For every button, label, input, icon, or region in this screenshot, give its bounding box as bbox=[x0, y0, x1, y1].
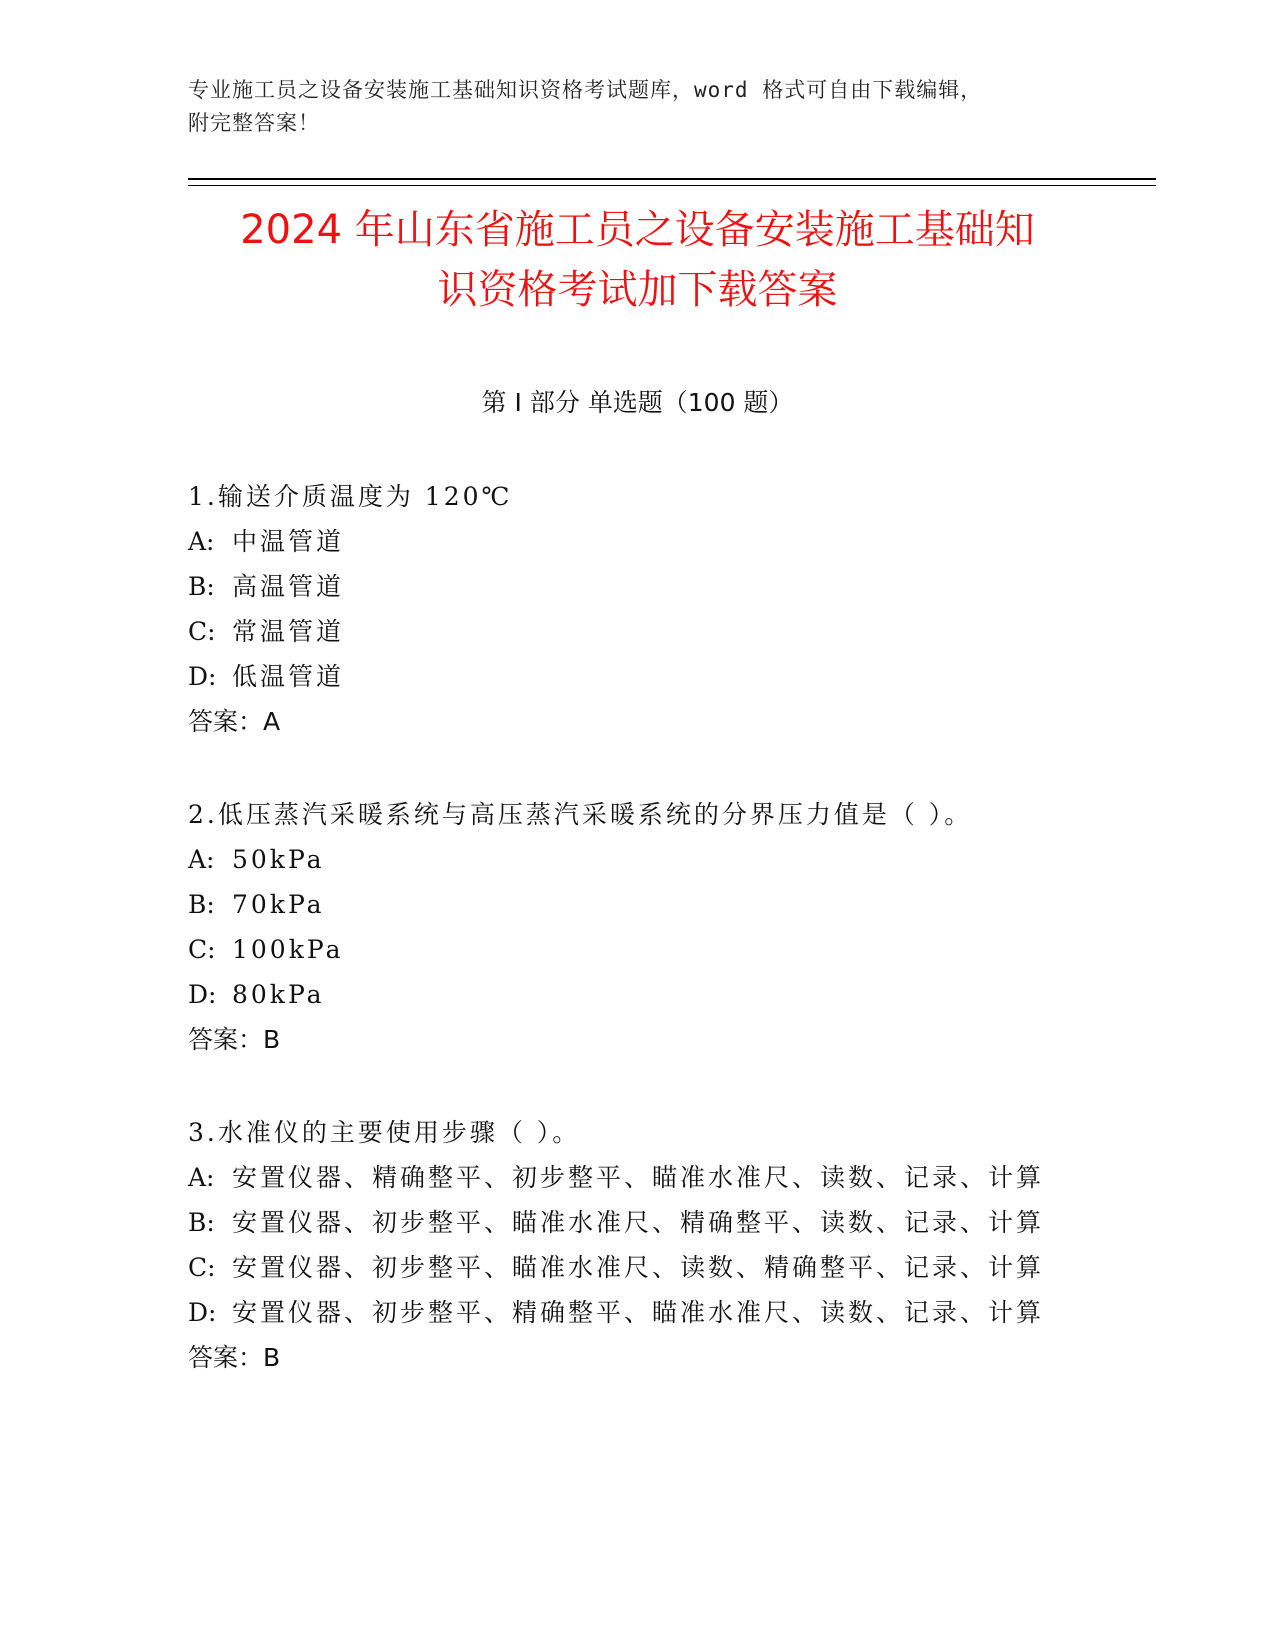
option-key: C: bbox=[188, 617, 216, 646]
answer: 答案：B bbox=[188, 1025, 281, 1054]
document-title-line-2: 识资格考试加下载答案 bbox=[437, 267, 838, 313]
option-c bbox=[188, 1245, 1088, 1290]
option-text: 低温管道 bbox=[232, 662, 345, 691]
option-text: 中温管道 bbox=[232, 527, 345, 556]
option-text: 80kPa bbox=[232, 980, 325, 1009]
header-divider-thick bbox=[188, 178, 1156, 180]
question-3 bbox=[188, 1110, 1088, 1380]
option-text: 高温管道 bbox=[232, 572, 345, 601]
option-text: 安置仪器、初步整平、瞄准水准尺、精确整平、读数、记录、计算 bbox=[232, 1208, 1045, 1237]
option-text: 70kPa bbox=[232, 890, 325, 919]
answer: 答案：A bbox=[188, 707, 281, 736]
document-title bbox=[140, 200, 1135, 320]
header-divider-thin bbox=[188, 185, 1156, 186]
question-stem: 2.低压蒸汽采暖系统与高压蒸汽采暖系统的分界压力值是（ ）。 bbox=[188, 800, 973, 829]
option-key: B: bbox=[188, 1208, 215, 1237]
option-key: B: bbox=[188, 890, 215, 919]
option-a bbox=[188, 519, 1088, 564]
option-b bbox=[188, 1200, 1088, 1245]
document-title-line-1: 2024 年山东省施工员之设备安装施工基础知 bbox=[240, 207, 1035, 253]
header-note-line-1: 专业施工员之设备安装施工基础知识资格考试题库，word 格式可自由下载编辑， bbox=[188, 78, 983, 102]
option-key: D: bbox=[188, 662, 217, 691]
option-key: A: bbox=[188, 527, 215, 556]
option-text: 安置仪器、精确整平、初步整平、瞄准水准尺、读数、记录、计算 bbox=[232, 1163, 1045, 1192]
option-key: C: bbox=[188, 1253, 216, 1282]
option-key: A: bbox=[188, 845, 215, 874]
option-c bbox=[188, 927, 1088, 972]
option-key: B: bbox=[188, 572, 215, 601]
question-stem: 3.水准仪的主要使用步骤（ ）。 bbox=[188, 1118, 581, 1147]
question-stem: 1.输送介质温度为 120℃ bbox=[188, 482, 513, 511]
option-text: 安置仪器、初步整平、瞄准水准尺、读数、精确整平、记录、计算 bbox=[232, 1253, 1045, 1282]
option-text: 常温管道 bbox=[232, 617, 345, 646]
option-c bbox=[188, 609, 1088, 654]
option-d bbox=[188, 972, 1088, 1017]
option-b bbox=[188, 564, 1088, 609]
option-text: 100kPa bbox=[232, 935, 344, 964]
option-b bbox=[188, 882, 1088, 927]
option-key: D: bbox=[188, 1298, 217, 1327]
option-text: 50kPa bbox=[232, 845, 325, 874]
option-a bbox=[188, 1155, 1088, 1200]
header-note-line-2: 附完整答案！ bbox=[188, 111, 320, 135]
option-d bbox=[188, 1290, 1088, 1335]
option-d bbox=[188, 654, 1088, 699]
answer: 答案：B bbox=[188, 1343, 281, 1372]
question-2 bbox=[188, 792, 1088, 1062]
option-key: C: bbox=[188, 935, 216, 964]
option-key: A: bbox=[188, 1163, 215, 1192]
option-a bbox=[188, 837, 1088, 882]
option-text: 安置仪器、初步整平、精确整平、瞄准水准尺、读数、记录、计算 bbox=[232, 1298, 1045, 1327]
option-key: D: bbox=[188, 980, 217, 1009]
header-note bbox=[188, 74, 1088, 140]
section-title: 第 I 部分 单选题（100 题） bbox=[481, 388, 794, 417]
question-1 bbox=[188, 474, 1088, 744]
